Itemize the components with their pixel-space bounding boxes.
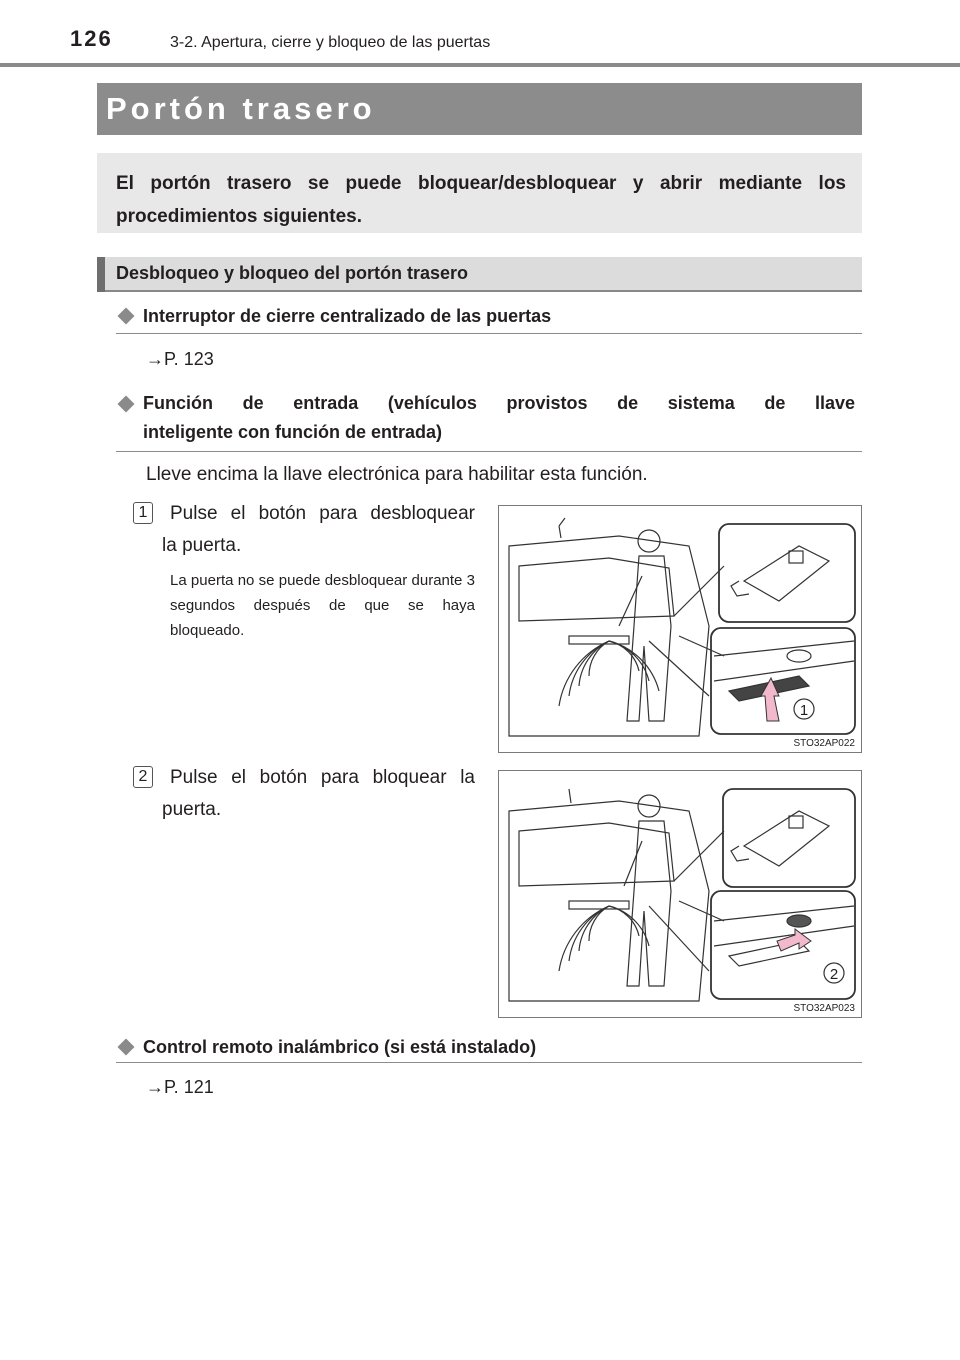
step-1-text-line2: la puerta. [162, 535, 242, 556]
figure-unlock [498, 505, 862, 753]
step-1-text-line1: Pulse el botón para desbloquear [170, 503, 475, 524]
intro-text: El portón trasero se puede bloquear/desbloquear y abrir mediante los procedimientos siguientes. [116, 173, 846, 227]
callout-number: 1 [799, 702, 809, 719]
diamond-bullet-icon [118, 396, 135, 413]
figure-lock-illustration [499, 771, 861, 1017]
page-number: 126 [70, 26, 113, 51]
item-heading-entry-function-line2: inteligente con función de entrada) [143, 422, 443, 442]
page-title: Portón trasero [106, 91, 376, 126]
step-2-text-line2: puerta. [162, 799, 222, 820]
entry-function-text: Lleve encima la llave electrónica para habilitar esta función. [146, 464, 648, 485]
section-title: 3-2. Apertura, cierre y bloqueo de las puertas [170, 34, 491, 51]
item-rule [116, 333, 862, 334]
step-2-text-line1: Pulse el botón para bloquear la [170, 767, 475, 788]
diamond-bullet-icon [118, 308, 135, 325]
item-rule [116, 451, 862, 452]
figure-code: STO32AP022 [793, 738, 855, 749]
header-rule [0, 63, 960, 67]
figure-code: STO32AP023 [793, 1003, 855, 1014]
step-number-badge: 1 [133, 502, 153, 524]
item-rule [116, 1062, 862, 1063]
page-reference: →P. 123 [146, 349, 214, 369]
diamond-bullet-icon [118, 1039, 135, 1056]
callout-number: 2 [829, 966, 839, 983]
step-1-note: La puerta no se puede desbloquear durante 3 segundos después de que se haya bloqueado. [170, 572, 475, 639]
figure-lock [498, 770, 862, 1018]
subsection-accent [97, 257, 105, 292]
item-heading-entry-function-line1: Función de entrada (vehículos provistos de sistema de llave [143, 393, 855, 413]
item-heading-wireless-remote: Control remoto inalámbrico (si está instalado) [143, 1037, 537, 1057]
page-reference: →P. 121 [146, 1077, 214, 1097]
figure-unlock-illustration [499, 506, 861, 752]
subsection-title: Desbloqueo y bloqueo del portón trasero [116, 263, 469, 283]
step-number-badge: 2 [133, 766, 153, 788]
item-heading-door-lock-switch: Interruptor de cierre centralizado de las puertas [143, 306, 552, 326]
